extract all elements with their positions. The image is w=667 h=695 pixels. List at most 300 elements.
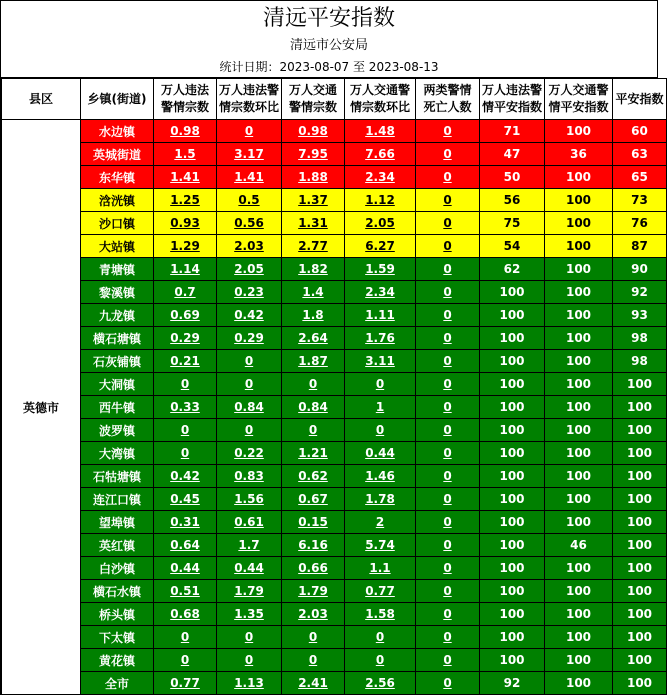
traffic-cases-change-value[interactable]: 1 (375, 400, 385, 414)
illegal-cases-change-value-cell (217, 396, 282, 419)
illegal-cases-value-cell (154, 419, 217, 442)
traffic-cases-value-cell (282, 281, 345, 304)
traffic-cases-change-value[interactable]: 0 (375, 630, 385, 644)
town-name: 白沙镇 (98, 561, 135, 576)
header-illegal-safety-index: 万人违法警 情平安指数 (480, 79, 545, 120)
illegal-safety-index-value-cell (480, 580, 545, 603)
safety-index-value: 100 (626, 584, 653, 598)
traffic-safety-index-value: 100 (565, 331, 592, 345)
traffic-cases-value[interactable]: 0.67 (298, 492, 328, 506)
illegal-cases-value[interactable]: 0.33 (170, 400, 200, 414)
deaths-value-cell (416, 626, 480, 649)
deaths-value[interactable]: 0 (443, 538, 452, 552)
illegal-cases-change-value[interactable]: 0.44 (234, 561, 264, 575)
traffic-cases-change-value[interactable]: 5.74 (365, 538, 395, 552)
illegal-safety-index-value-cell (480, 603, 545, 626)
illegal-cases-change-value[interactable]: 1.7 (238, 538, 260, 552)
illegal-cases-change-value[interactable]: 0 (244, 377, 254, 391)
traffic-cases-change-value-cell (345, 189, 416, 212)
traffic-cases-change-value[interactable]: 0 (375, 377, 385, 391)
traffic-cases-change-value-cell (345, 373, 416, 396)
traffic-cases-value-cell (282, 557, 345, 580)
safety-index-value: 100 (626, 676, 653, 690)
illegal-cases-value-cell (154, 396, 217, 419)
traffic-cases-change-value[interactable]: 1.12 (365, 193, 395, 207)
traffic-cases-change-value[interactable]: 1.48 (365, 124, 395, 138)
illegal-cases-value[interactable]: 1.29 (170, 239, 200, 253)
illegal-safety-index-value-cell (480, 281, 545, 304)
deaths-value[interactable]: 0 (443, 285, 452, 299)
traffic-safety-index-value-cell (545, 281, 613, 304)
traffic-cases-value-cell (282, 534, 345, 557)
traffic-safety-index-value: 100 (565, 193, 592, 207)
deaths-value[interactable]: 0 (443, 354, 452, 368)
traffic-safety-index-value: 100 (565, 170, 592, 184)
table-row (2, 488, 667, 511)
traffic-cases-value[interactable]: 0.98 (298, 124, 328, 138)
table-row (2, 189, 667, 212)
illegal-cases-value-cell (154, 235, 217, 258)
illegal-cases-change-value[interactable]: 0.42 (234, 308, 264, 322)
town-name: 波罗镇 (98, 423, 135, 438)
illegal-cases-value[interactable]: 0.29 (170, 331, 200, 345)
town-name-cell (81, 143, 154, 166)
illegal-cases-change-value-cell (217, 235, 282, 258)
traffic-cases-change-value[interactable]: 1.58 (365, 607, 395, 621)
deaths-value[interactable]: 0 (443, 193, 452, 207)
illegal-safety-index-value-cell (480, 488, 545, 511)
traffic-cases-change-value[interactable]: 2.34 (365, 170, 395, 184)
traffic-cases-value-cell (282, 488, 345, 511)
traffic-cases-value[interactable]: 6.16 (298, 538, 328, 552)
traffic-safety-index-value-cell (545, 373, 613, 396)
illegal-cases-change-value-cell (217, 419, 282, 442)
deaths-value[interactable]: 0 (443, 124, 452, 138)
traffic-cases-change-value[interactable]: 1.46 (365, 469, 395, 483)
illegal-cases-value-cell (154, 488, 217, 511)
illegal-cases-value[interactable]: 0 (180, 446, 190, 460)
safety-index-value: 100 (626, 630, 653, 644)
illegal-cases-value[interactable]: 0.42 (170, 469, 200, 483)
traffic-safety-index-value: 100 (565, 308, 592, 322)
traffic-cases-value-cell (282, 419, 345, 442)
traffic-cases-change-value-cell (345, 166, 416, 189)
traffic-safety-index-value-cell (545, 488, 613, 511)
illegal-cases-change-value[interactable]: 0.23 (234, 285, 264, 299)
deaths-value[interactable]: 0 (443, 446, 452, 460)
safety-index-value-cell (613, 350, 667, 373)
deaths-value[interactable]: 0 (443, 170, 452, 184)
traffic-cases-value-cell (282, 212, 345, 235)
deaths-value-cell (416, 603, 480, 626)
traffic-safety-index-value: 100 (565, 676, 592, 690)
traffic-cases-change-value[interactable]: 1.78 (365, 492, 395, 506)
illegal-cases-change-value[interactable]: 1.41 (234, 170, 264, 184)
traffic-cases-change-value[interactable]: 3.11 (365, 354, 395, 368)
traffic-cases-value[interactable]: 7.95 (298, 147, 328, 161)
illegal-cases-value-cell (154, 143, 217, 166)
town-name-cell (81, 212, 154, 235)
illegal-cases-value[interactable]: 0 (180, 630, 190, 644)
traffic-cases-change-value[interactable]: 1.76 (365, 331, 395, 345)
traffic-safety-index-value: 100 (565, 262, 592, 276)
illegal-cases-change-value-cell (217, 649, 282, 672)
deaths-value-cell (416, 281, 480, 304)
illegal-safety-index-value-cell (480, 511, 545, 534)
illegal-safety-index-value-cell (480, 189, 545, 212)
traffic-cases-change-value-cell (345, 488, 416, 511)
traffic-cases-value[interactable]: 1.4 (302, 285, 324, 299)
table-row (2, 626, 667, 649)
illegal-safety-index-value: 100 (499, 354, 525, 368)
town-name-cell (81, 511, 154, 534)
illegal-cases-change-value[interactable]: 0.29 (234, 331, 264, 345)
illegal-cases-change-value-cell (217, 534, 282, 557)
town-name-cell (81, 350, 154, 373)
safety-index-value-cell (613, 396, 667, 419)
illegal-safety-index-value: 47 (503, 147, 521, 161)
illegal-safety-index-value-cell (480, 120, 545, 143)
illegal-cases-value[interactable]: 0.51 (170, 584, 200, 598)
traffic-cases-value-cell (282, 603, 345, 626)
deaths-value[interactable]: 0 (443, 377, 452, 391)
town-name-cell (81, 396, 154, 419)
illegal-cases-change-value-cell (217, 143, 282, 166)
illegal-safety-index-value: 100 (499, 400, 525, 414)
illegal-cases-value[interactable]: 0.77 (170, 676, 200, 690)
illegal-cases-change-value[interactable]: 0.56 (234, 216, 264, 230)
traffic-cases-change-value-cell (345, 120, 416, 143)
traffic-cases-value[interactable]: 0 (308, 377, 318, 391)
traffic-cases-change-value[interactable]: 2.34 (365, 285, 395, 299)
illegal-cases-change-value[interactable]: 1.35 (234, 607, 264, 621)
illegal-cases-value[interactable]: 0.7 (174, 285, 196, 299)
illegal-cases-value[interactable]: 0.21 (170, 354, 200, 368)
deaths-value-cell (416, 120, 480, 143)
illegal-cases-change-value[interactable]: 0.61 (234, 515, 264, 529)
deaths-value[interactable]: 0 (443, 676, 452, 690)
illegal-safety-index-value: 71 (503, 124, 521, 138)
illegal-cases-change-value[interactable]: 0.84 (234, 400, 264, 414)
deaths-value[interactable]: 0 (443, 239, 452, 253)
illegal-safety-index-value: 100 (499, 538, 525, 552)
traffic-cases-value[interactable]: 1.31 (298, 216, 328, 230)
traffic-cases-value-cell (282, 626, 345, 649)
town-name-cell (81, 419, 154, 442)
illegal-safety-index-value-cell (480, 396, 545, 419)
safety-index-value-cell (613, 626, 667, 649)
safety-index-value-cell (613, 281, 667, 304)
illegal-cases-change-value[interactable]: 0 (244, 630, 254, 644)
deaths-value[interactable]: 0 (443, 584, 452, 598)
traffic-cases-change-value-cell (345, 649, 416, 672)
traffic-cases-change-value-cell (345, 626, 416, 649)
deaths-value[interactable]: 0 (443, 262, 452, 276)
traffic-cases-value[interactable]: 2.03 (298, 607, 328, 621)
illegal-cases-change-value-cell (217, 603, 282, 626)
traffic-cases-value[interactable]: 0.62 (298, 469, 328, 483)
deaths-value-cell (416, 143, 480, 166)
town-name: 东华镇 (98, 170, 135, 185)
deaths-value[interactable]: 0 (443, 147, 452, 161)
traffic-cases-value-cell (282, 327, 345, 350)
illegal-safety-index-value: 50 (503, 170, 521, 184)
illegal-safety-index-value: 100 (499, 446, 525, 460)
traffic-cases-change-value[interactable]: 0.77 (365, 584, 395, 598)
deaths-value-cell (416, 672, 480, 695)
traffic-cases-change-value-cell (345, 327, 416, 350)
illegal-cases-value-cell (154, 626, 217, 649)
town-name: 黄花镇 (98, 653, 135, 668)
illegal-cases-change-value[interactable]: 0.83 (234, 469, 264, 483)
deaths-value-cell (416, 166, 480, 189)
traffic-cases-value[interactable]: 0 (308, 630, 318, 644)
illegal-cases-change-value-cell (217, 258, 282, 281)
deaths-value[interactable]: 0 (443, 561, 452, 575)
traffic-cases-change-value[interactable]: 2.56 (365, 676, 395, 690)
traffic-safety-index-value: 100 (565, 561, 592, 575)
traffic-safety-index-value: 100 (565, 469, 592, 483)
safety-index-value: 100 (626, 538, 653, 552)
traffic-safety-index-value: 100 (565, 630, 592, 644)
illegal-cases-change-value[interactable]: 1.56 (234, 492, 264, 506)
traffic-cases-value-cell (282, 235, 345, 258)
deaths-value[interactable]: 0 (443, 331, 452, 345)
town-name: 石灰铺镇 (92, 354, 141, 369)
report-title: 清远平安指数 (262, 6, 395, 31)
illegal-cases-value-cell (154, 511, 217, 534)
safety-index-value: 100 (626, 492, 653, 506)
deaths-value[interactable]: 0 (443, 630, 452, 644)
illegal-cases-change-value[interactable]: 0 (244, 423, 254, 437)
town-name-cell (81, 488, 154, 511)
illegal-cases-value[interactable]: 0.64 (170, 538, 200, 552)
illegal-cases-value[interactable]: 0.68 (170, 607, 200, 621)
illegal-cases-change-value[interactable]: 0 (244, 354, 254, 368)
traffic-cases-value[interactable]: 1.8 (302, 308, 324, 322)
traffic-cases-change-value[interactable]: 2.05 (365, 216, 395, 230)
header-deaths: 两类警情 死亡人数 (416, 79, 480, 120)
illegal-cases-value[interactable]: 0.45 (170, 492, 200, 506)
deaths-value[interactable]: 0 (443, 492, 452, 506)
town-name: 桥头镇 (98, 607, 135, 622)
table-row (2, 166, 667, 189)
illegal-safety-index-value-cell (480, 557, 545, 580)
illegal-cases-change-value[interactable]: 0 (244, 653, 254, 667)
illegal-cases-change-value-cell (217, 304, 282, 327)
deaths-value-cell (416, 442, 480, 465)
traffic-cases-value-cell (282, 304, 345, 327)
safety-index-value: 100 (626, 400, 653, 414)
deaths-value[interactable]: 0 (443, 515, 452, 529)
traffic-cases-value-cell (282, 580, 345, 603)
traffic-cases-change-value-cell (345, 465, 416, 488)
safety-index-value: 87 (631, 239, 648, 253)
deaths-value[interactable]: 0 (443, 308, 452, 322)
town-name: 黎溪镇 (98, 285, 135, 300)
illegal-cases-change-value[interactable]: 2.05 (234, 262, 264, 276)
town-name-cell (81, 327, 154, 350)
town-name: 大湾镇 (98, 446, 135, 461)
traffic-cases-value[interactable]: 0 (308, 653, 318, 667)
deaths-value[interactable]: 0 (443, 469, 452, 483)
illegal-cases-value[interactable]: 0.44 (170, 561, 200, 575)
illegal-cases-change-value-cell (217, 557, 282, 580)
deaths-value[interactable]: 0 (443, 216, 452, 230)
traffic-cases-change-value[interactable]: 1.59 (365, 262, 395, 276)
illegal-cases-value-cell (154, 258, 217, 281)
traffic-safety-index-value: 100 (565, 653, 592, 667)
safety-index-value: 100 (626, 653, 653, 667)
illegal-cases-change-value[interactable]: 2.03 (234, 239, 264, 253)
traffic-cases-change-value[interactable]: 0 (375, 653, 385, 667)
illegal-cases-value[interactable]: 1.25 (170, 193, 200, 207)
traffic-safety-index-value-cell (545, 235, 613, 258)
illegal-cases-value-cell (154, 166, 217, 189)
illegal-safety-index-value: 100 (499, 584, 525, 598)
traffic-safety-index-value-cell (545, 534, 613, 557)
illegal-safety-index-value-cell (480, 373, 545, 396)
illegal-cases-value[interactable]: 1.5 (174, 147, 196, 161)
illegal-cases-value[interactable]: 0.31 (170, 515, 200, 529)
town-name: 西牛镇 (98, 400, 135, 415)
illegal-cases-change-value[interactable]: 0 (244, 124, 254, 138)
illegal-cases-value-cell (154, 304, 217, 327)
traffic-safety-index-value: 100 (565, 216, 592, 230)
town-name: 石牯塘镇 (92, 469, 141, 484)
table-row (2, 143, 667, 166)
safety-index-value: 60 (631, 124, 648, 138)
traffic-safety-index-value: 100 (565, 515, 592, 529)
deaths-value[interactable]: 0 (443, 607, 452, 621)
traffic-safety-index-value: 100 (565, 377, 592, 391)
traffic-cases-change-value[interactable]: 1.11 (365, 308, 395, 322)
traffic-cases-value[interactable]: 1.88 (298, 170, 328, 184)
traffic-cases-change-value-cell (345, 603, 416, 626)
town-name: 连江口镇 (92, 492, 141, 507)
illegal-cases-value-cell (154, 120, 217, 143)
illegal-cases-change-value[interactable]: 0.5 (238, 193, 260, 207)
illegal-cases-change-value-cell (217, 212, 282, 235)
safety-index-value-cell (613, 212, 667, 235)
traffic-safety-index-value-cell (545, 511, 613, 534)
county-cell: 英德市 (2, 120, 81, 695)
deaths-value[interactable]: 0 (443, 400, 452, 414)
town-name-cell (81, 189, 154, 212)
safety-index-value-cell (613, 373, 667, 396)
illegal-cases-value[interactable]: 0.69 (170, 308, 200, 322)
traffic-cases-change-value[interactable]: 0.44 (365, 446, 395, 460)
illegal-cases-value[interactable]: 0.98 (170, 124, 200, 138)
illegal-safety-index-value: 54 (503, 239, 521, 253)
traffic-cases-value-cell (282, 511, 345, 534)
safety-index-value-cell (613, 465, 667, 488)
town-name: 望埠镇 (98, 515, 135, 530)
town-name: 浛洸镇 (98, 193, 135, 208)
traffic-safety-index-value-cell (545, 603, 613, 626)
traffic-cases-value-cell (282, 258, 345, 281)
safety-index-value: 73 (631, 193, 648, 207)
deaths-value-cell (416, 189, 480, 212)
table-row (2, 419, 667, 442)
traffic-cases-change-value[interactable]: 1.1 (369, 561, 391, 575)
traffic-cases-value[interactable]: 2.41 (298, 676, 328, 690)
illegal-cases-change-value-cell (217, 373, 282, 396)
traffic-cases-value[interactable]: 2.77 (298, 239, 328, 253)
table-row (2, 603, 667, 626)
header-safety-index: 平安指数 (613, 79, 667, 120)
safety-index-value: 100 (626, 515, 653, 529)
town-name: 下太镇 (98, 630, 135, 645)
traffic-cases-change-value-cell (345, 281, 416, 304)
illegal-cases-value[interactable]: 0 (180, 653, 190, 667)
traffic-safety-index-value-cell (545, 672, 613, 695)
illegal-cases-change-value-cell (217, 189, 282, 212)
illegal-cases-value[interactable]: 0 (180, 423, 190, 437)
illegal-safety-index-value-cell (480, 442, 545, 465)
traffic-safety-index-value: 100 (565, 400, 592, 414)
safety-index-value-cell (613, 143, 667, 166)
traffic-cases-value-cell (282, 465, 345, 488)
traffic-safety-index-value-cell (545, 189, 613, 212)
table-row (2, 304, 667, 327)
illegal-cases-value[interactable]: 1.14 (170, 262, 200, 276)
header-traffic-cases-change: 万人交通警 情宗数环比 (345, 79, 416, 120)
illegal-safety-index-value-cell (480, 350, 545, 373)
traffic-cases-change-value-cell (345, 258, 416, 281)
illegal-safety-index-value: 100 (499, 331, 525, 345)
illegal-cases-change-value[interactable]: 1.13 (234, 676, 264, 690)
deaths-value[interactable]: 0 (443, 653, 452, 667)
traffic-cases-value-cell (282, 649, 345, 672)
traffic-cases-value-cell (282, 396, 345, 419)
illegal-cases-change-value[interactable]: 1.79 (234, 584, 264, 598)
traffic-cases-value-cell (282, 120, 345, 143)
town-name-cell (81, 672, 154, 695)
traffic-cases-value[interactable]: 0 (308, 423, 318, 437)
table-header-row (2, 79, 667, 120)
illegal-cases-change-value-cell (217, 672, 282, 695)
safety-index-table (1, 78, 667, 695)
traffic-cases-change-value[interactable]: 0 (375, 423, 385, 437)
traffic-cases-change-value[interactable]: 7.66 (365, 147, 395, 161)
header-county: 县区 (2, 79, 81, 120)
traffic-cases-value[interactable]: 0.84 (298, 400, 328, 414)
traffic-cases-value[interactable]: 2.64 (298, 331, 328, 345)
town-name-cell (81, 304, 154, 327)
illegal-cases-value-cell (154, 281, 217, 304)
illegal-cases-change-value[interactable]: 3.17 (234, 147, 264, 161)
illegal-cases-change-value[interactable]: 0.22 (234, 446, 264, 460)
traffic-cases-value[interactable]: 0.15 (298, 515, 328, 529)
illegal-cases-value[interactable]: 0.93 (170, 216, 200, 230)
traffic-cases-change-value[interactable]: 6.27 (365, 239, 395, 253)
deaths-value[interactable]: 0 (443, 423, 452, 437)
traffic-cases-value[interactable]: 1.87 (298, 354, 328, 368)
traffic-cases-value[interactable]: 1.37 (298, 193, 328, 207)
traffic-safety-index-value-cell (545, 258, 613, 281)
traffic-cases-value[interactable]: 1.79 (298, 584, 328, 598)
illegal-cases-value[interactable]: 1.41 (170, 170, 200, 184)
deaths-value-cell (416, 649, 480, 672)
traffic-cases-value[interactable]: 0.66 (298, 561, 328, 575)
illegal-cases-value[interactable]: 0 (180, 377, 190, 391)
traffic-cases-value[interactable]: 1.82 (298, 262, 328, 276)
traffic-cases-value[interactable]: 1.21 (298, 446, 328, 460)
traffic-cases-change-value[interactable]: 2 (375, 515, 385, 529)
town-name: 英城街道 (92, 147, 141, 162)
deaths-value-cell (416, 350, 480, 373)
